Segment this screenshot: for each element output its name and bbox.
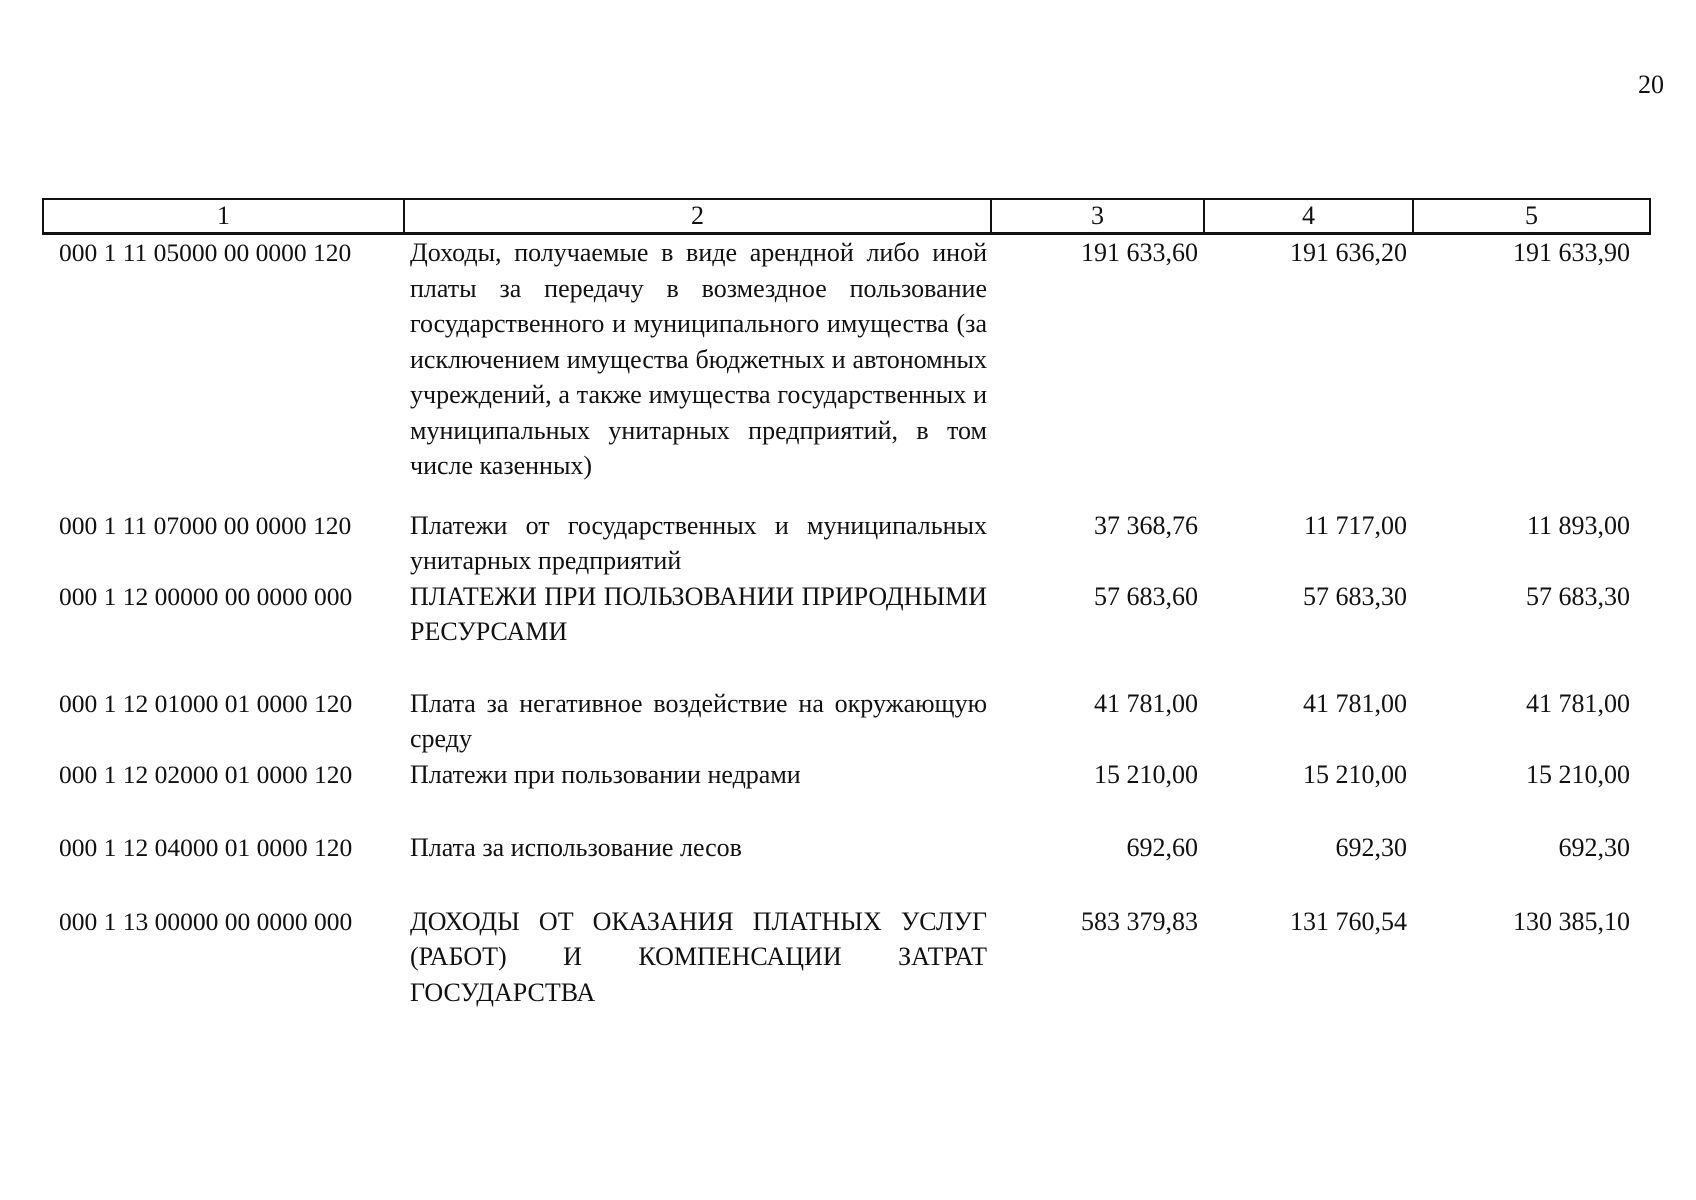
amount-col-5: 15 210,00 <box>1526 759 1630 789</box>
column-header-5: 5 <box>1413 199 1650 234</box>
amount-col-4: 11 717,00 <box>1303 510 1407 540</box>
budget-code: 000 1 11 07000 00 0000 120 <box>59 510 352 540</box>
table-row <box>43 686 1650 757</box>
header-row <box>43 199 1650 234</box>
budget-code: 000 1 12 00000 00 0000 000 <box>59 581 353 611</box>
amount-col-5: 11 893,00 <box>1526 510 1630 540</box>
amount-col-4: 41 781,00 <box>1303 688 1407 718</box>
amount-col-5: 191 633,90 <box>1513 238 1630 267</box>
page-number: 20 <box>1638 70 1664 99</box>
amount-col-3: 583 379,83 <box>1081 906 1198 936</box>
amount-col-3: 41 781,00 <box>1094 688 1198 718</box>
amount-col-4: 15 210,00 <box>1303 759 1407 789</box>
budget-code: 000 1 12 04000 01 0000 120 <box>59 833 353 862</box>
amount-col-5: 57 683,30 <box>1526 581 1630 611</box>
table-row <box>43 904 1650 1011</box>
column-header-2: 2 <box>404 199 991 234</box>
amount-col-5: 692,30 <box>1558 833 1630 862</box>
budget-code: 000 1 12 02000 01 0000 120 <box>59 759 353 789</box>
revenue-name: Плата за использование лесов <box>410 833 742 862</box>
amount-col-4: 692,30 <box>1335 833 1407 862</box>
amount-col-3: 15 210,00 <box>1094 759 1198 789</box>
amount-col-5: 41 781,00 <box>1526 688 1630 718</box>
revenue-name: Плата за негативное воздействие на окружающую среду <box>410 688 987 753</box>
column-header-1: 1 <box>43 199 404 234</box>
revenue-name: ДОХОДЫ ОТ ОКАЗАНИЯ ПЛАТНЫХ УСЛУГ (РАБОТ) И КОМПЕНСАЦИИ ЗАТРАТ ГОСУДАРСТВА <box>410 906 987 1007</box>
revenue-name: Платежи при пользовании недрами <box>410 759 801 789</box>
amount-col-3: 191 633,60 <box>1081 238 1198 267</box>
table-row <box>43 830 1650 904</box>
amount-col-3: 692,60 <box>1126 833 1198 862</box>
budget-code: 000 1 12 01000 01 0000 120 <box>59 688 353 718</box>
table-body <box>43 234 1650 1011</box>
table-row <box>43 757 1650 831</box>
amount-col-4: 191 636,20 <box>1290 238 1407 267</box>
amount-col-4: 131 760,54 <box>1290 906 1407 936</box>
amount-col-3: 37 368,76 <box>1094 510 1198 540</box>
budget-code: 000 1 13 00000 00 0000 000 <box>59 906 353 936</box>
table-row <box>43 579 1650 686</box>
amount-col-3: 57 683,60 <box>1094 581 1198 611</box>
table-row <box>43 508 1650 579</box>
revenue-table <box>42 198 1651 1010</box>
table-row <box>43 234 1650 508</box>
revenue-name: Платежи от государственных и муниципальных унитарных предприятий <box>410 510 987 575</box>
column-header-4: 4 <box>1204 199 1413 234</box>
table-header <box>43 199 1650 234</box>
column-header-3: 3 <box>991 199 1204 234</box>
revenue-name: ПЛАТЕЖИ ПРИ ПОЛЬЗОВАНИИ ПРИРОДНЫМИ РЕСУРСАМИ <box>410 581 987 646</box>
amount-col-4: 57 683,30 <box>1303 581 1407 611</box>
revenue-name: Доходы, получаемые в виде арендной либо иной платы за передачу в возмездное пользование государственного и муниципального имущества (за исключением имущества бюджетных и автономных учреждений, а также имущества государственных и муниципальных унитарных предприятий, в том числе казенных) <box>410 238 987 480</box>
budget-code: 000 1 11 05000 00 0000 120 <box>59 238 352 267</box>
amount-col-5: 130 385,10 <box>1513 906 1630 936</box>
